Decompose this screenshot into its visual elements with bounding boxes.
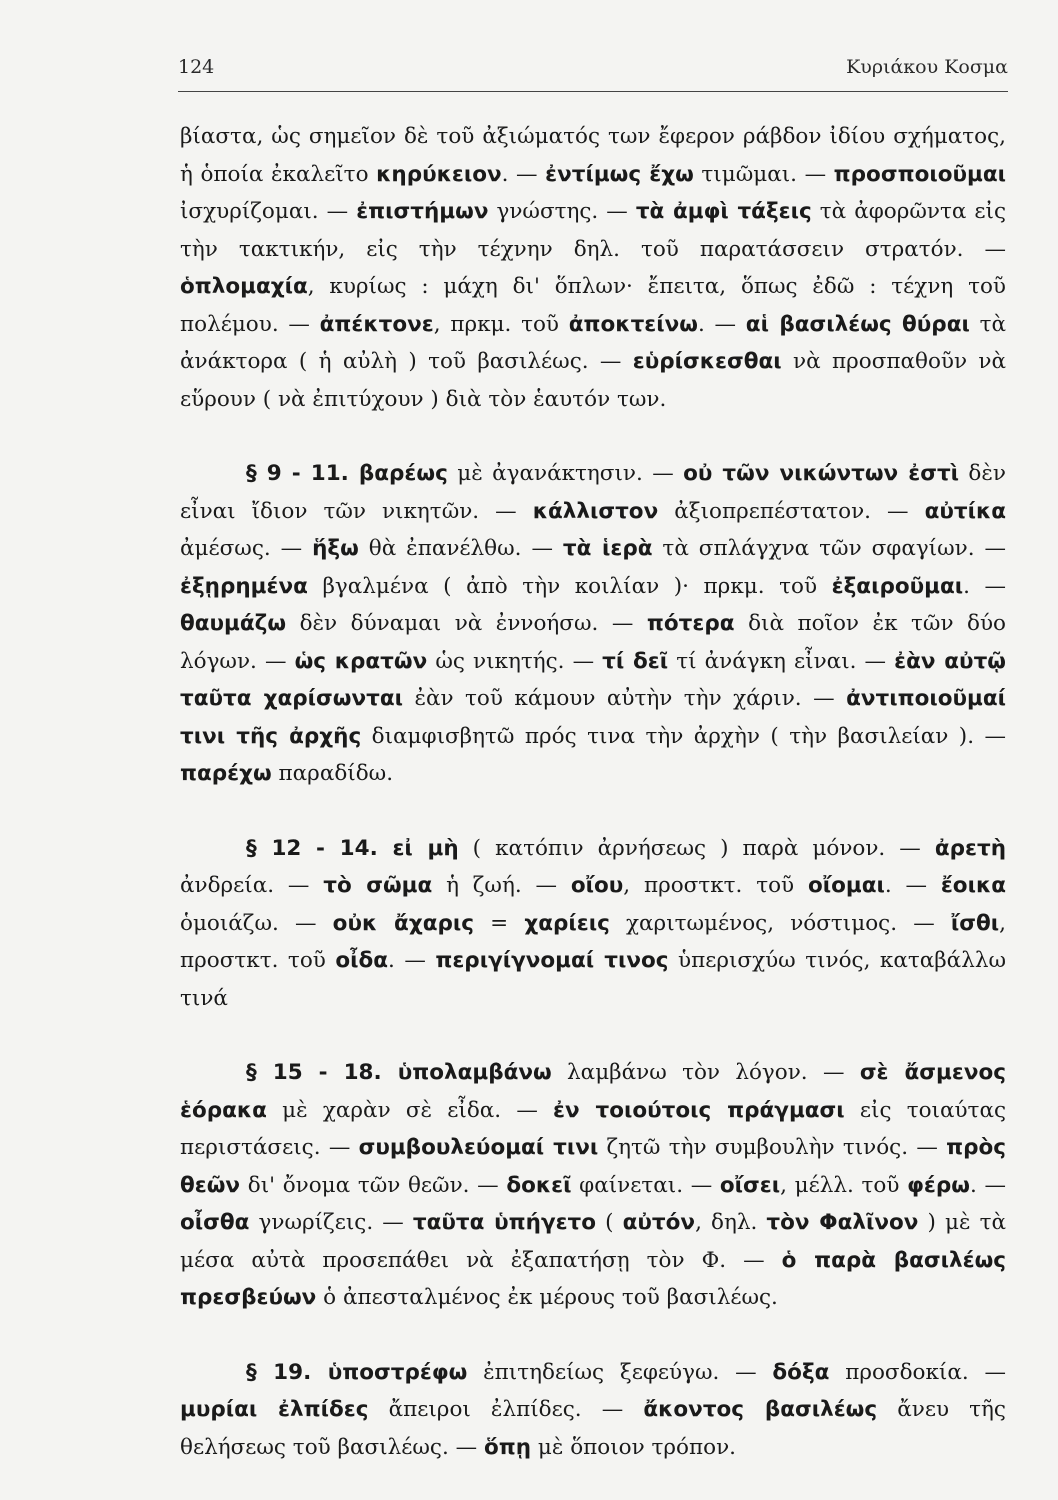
gloss-text: ὁμοιάζω. —: [180, 910, 333, 936]
lemma: ἀπέκτονε: [319, 311, 434, 337]
gloss-text: φαίνεται. —: [571, 1172, 720, 1198]
lemma: ἔοικα: [940, 873, 1006, 898]
gloss-text: χαριτωμένος, νόστιμος. —: [609, 910, 951, 936]
gloss-text: βγαλμένα ( ἀπὸ τὴν κοιλίαν )· πρκμ. τοῦ: [307, 573, 832, 599]
gloss-text: . —: [388, 948, 436, 973]
lemma: ἐπιστήμων: [356, 199, 489, 224]
gloss-text: γνώστης. —: [488, 199, 636, 224]
gloss-text: παραδίδω.: [271, 761, 394, 786]
paragraph-section-19: [180, 1354, 1006, 1467]
page-number: 124: [178, 56, 215, 78]
gloss-text: εἰς τοιαύτας περιστάσεις. —: [180, 1097, 1006, 1160]
paragraph-section-9-11: [180, 455, 1006, 793]
gloss-text: ) μὲ τὰ μέσα αὐτὰ προσεπάθει νὰ ἐξαπατήσῃ τὸν Φ. —: [180, 1210, 1006, 1273]
gloss-text: , δηλ.: [695, 1210, 767, 1235]
gloss-text: τιμῶμαι. —: [693, 161, 834, 187]
lemma: πότερα: [646, 611, 735, 636]
lemma: παρέχω: [180, 761, 272, 786]
lemma: οὐκ ἄχαρις: [332, 910, 474, 936]
lemma: συμβουλεύομαί τινι: [358, 1135, 599, 1160]
lemma: περιγίγνομαί τινος: [435, 948, 669, 973]
gloss-text: , πρκμ. τοῦ: [433, 311, 569, 337]
lemma: οἴου: [570, 873, 624, 898]
section-number: § 15 - 18.: [246, 1060, 398, 1085]
gloss-text: θὰ ἐπανέλθω. —: [358, 536, 563, 561]
gloss-text: ἡ ζωή. —: [432, 873, 571, 898]
gloss-text: βίαστα, ὡς σημεῖον δὲ τοῦ ἀξιώματός των ἔφερον ράβδον ἰδίου σχήματος, ἡ ὁποία ἐκαλεῖτο: [180, 124, 1006, 187]
running-head: [178, 56, 1008, 86]
header-rule: [178, 91, 1008, 92]
lemma: ὅπῃ: [483, 1434, 532, 1460]
lemma: ἀντιποιοῦμαί τινι τῆς ἀρχῆς: [180, 686, 1006, 749]
lemma: μυρίαι ἐλπίδες: [180, 1397, 369, 1422]
paragraph-section-12-14: [180, 830, 1006, 1018]
gloss-text: =: [473, 910, 525, 936]
gloss-text: ἐὰν τοῦ κάμουν αὐτὴν τὴν χάριν. —: [402, 686, 847, 711]
lemma: ἥξω: [312, 536, 359, 561]
lemma: εἰ μὴ: [392, 835, 459, 861]
gloss-text: λαμβάνω τὸν λόγον. —: [551, 1060, 860, 1085]
lemma: ἄκοντος βασιλέως: [643, 1397, 878, 1422]
gloss-text: ἰσχυρίζομαι. —: [180, 199, 357, 224]
gloss-text: . —: [963, 573, 1007, 599]
gloss-text: ὑπερισχύω τινός, καταβάλλω τινά: [180, 948, 1006, 1011]
lemma: τί δεῖ: [602, 648, 669, 674]
lemma: ἐὰν αὐτῷ ταῦτα χαρίσωνται: [180, 648, 1006, 711]
gloss-text: διαμφισβητῶ πρός τινα τὴν ἀρχὴν ( τὴν βασιλείαν ). —: [361, 723, 1006, 749]
gloss-text: ἄπειροι ἐλπίδες. —: [368, 1397, 644, 1422]
gloss-text: δι' ὄνομα τῶν θεῶν. —: [240, 1172, 507, 1198]
lemma: πρὸς θεῶν: [180, 1135, 1007, 1198]
section-number: § 9 - 11.: [246, 461, 359, 486]
gloss-text: μὲ ὅποιον τρόπον.: [531, 1434, 736, 1460]
lemma: ἀποκτείνω: [568, 311, 698, 337]
section-number: § 19.: [246, 1359, 328, 1385]
gloss-text: . —: [501, 161, 546, 187]
gloss-text: τὰ σπλάγχνα τῶν σφαγίων. —: [652, 536, 1006, 561]
gloss-text: (: [596, 1210, 623, 1235]
gloss-text: ( κατόπιν ἀρνήσεως ) παρὰ μόνον. —: [458, 835, 935, 861]
gloss-text: , προστκτ. τοῦ: [623, 873, 808, 898]
gloss-text: ἐπιτηδείως ξεφεύγω. —: [467, 1359, 773, 1385]
gloss-text: γνωρίζεις. —: [249, 1210, 413, 1235]
running-title: Κυριάκου Κοσμα: [846, 56, 1008, 78]
lemma: δοκεῖ: [506, 1172, 572, 1198]
gloss-text: τί ἀνάγκη εἶναι. —: [668, 648, 895, 674]
lemma: φέρω: [907, 1172, 970, 1198]
lemma: κάλλιστον: [532, 498, 659, 524]
commentary-text: [180, 118, 1006, 1466]
lemma: ὁ παρὰ βασιλέως πρεσβεύων: [180, 1247, 1006, 1310]
gloss-text: , προστκτ. τοῦ: [180, 910, 1006, 973]
lemma: οἶδα: [335, 948, 389, 973]
lemma: ἐξαιροῦμαι: [831, 573, 964, 599]
gloss-text: διὰ ποῖον ἐκ τῶν δύο λόγων. —: [180, 611, 1007, 674]
lemma: ὁπλομαχία: [180, 274, 308, 299]
gloss-text: ἄνευ τῆς θελήσεως τοῦ βασιλέως. —: [180, 1397, 1006, 1460]
gloss-text: , μέλλ. τοῦ: [780, 1172, 908, 1198]
gloss-text: τὰ ἀφορῶντα εἰς τὴν τακτικήν, εἰς τὴν τέχνην δηλ. τοῦ παρατάσσειν στρατόν. —: [180, 199, 1007, 262]
lemma: ταῦτα ὑπήγετο: [412, 1210, 597, 1235]
lemma: προσποιοῦμαι: [833, 161, 1006, 187]
lemma: αὐτόν: [622, 1210, 696, 1235]
gloss-text: νὰ προσπαθοῦν νὰ εὕρουν ( νὰ ἐπιτύχουν ) διὰ τὸν ἑαυτόν των.: [180, 349, 1006, 412]
gloss-text: ἀξιοπρεπέστατον. —: [658, 498, 925, 524]
paragraph-section-15-18: [180, 1054, 1006, 1317]
lemma: οἴομαι: [807, 873, 885, 898]
gloss-text: δὲν εἶναι ἴδιον τῶν νικητῶν. —: [180, 461, 1006, 524]
lemma: ὑπολαμβάνω: [397, 1060, 552, 1085]
gloss-text: δὲν δύναμαι νὰ ἐννοήσω. —: [286, 611, 647, 636]
gloss-text: ἀμέσως. —: [180, 536, 313, 561]
lemma: ἐν τοιούτοις πράγμασι: [553, 1097, 845, 1123]
gloss-text: προσδοκία. —: [829, 1359, 1006, 1385]
section-number: § 12 - 14.: [246, 835, 393, 861]
lemma: ἀρετὴ: [934, 835, 1006, 861]
lemma: οἶσθα: [180, 1210, 250, 1235]
gloss-text: . —: [969, 1172, 1006, 1198]
lemma: εὑρίσκεσθαι: [632, 349, 782, 374]
lemma: οἴσει: [719, 1172, 781, 1198]
gloss-text: τὰ ἀνάκτορα ( ἡ αὐλὴ ) τοῦ βασιλέως. —: [180, 311, 1006, 374]
gloss-text: ἀνδρεία. —: [180, 873, 324, 898]
gloss-text: μὲ χαρὰν σὲ εἶδα. —: [266, 1097, 554, 1123]
lemma: δόξα: [772, 1359, 830, 1385]
lemma: ἐντίμως ἔχω: [545, 161, 694, 187]
lemma: τὸν Φαλῖνον: [766, 1210, 919, 1235]
lemma: τὰ ἱερὰ: [562, 536, 653, 561]
lemma: τὰ ἀμφὶ τάξεις: [635, 199, 812, 224]
gloss-text: . —: [697, 311, 746, 337]
paragraph-intro: [180, 118, 1006, 418]
gloss-text: ὁ ἀπεσταλμένος ἐκ μέρους τοῦ βασιλέως.: [316, 1285, 778, 1310]
gloss-text: . —: [884, 873, 941, 898]
lemma: τὸ σῶμα: [323, 873, 433, 898]
lemma: κηρύκειον: [376, 161, 502, 187]
lemma: ὡς κρατῶν: [294, 648, 428, 674]
lemma: βαρέως: [358, 461, 448, 486]
lemma: αἱ βασιλέως θύραι: [745, 311, 970, 337]
gloss-text: ὡς νικητής. —: [427, 648, 603, 674]
lemma: χαρίεις: [524, 910, 610, 936]
lemma: σὲ ἄσμενος ἑόρακα: [180, 1060, 1006, 1123]
gloss-text: μὲ ἀγανάκτησιν. —: [447, 461, 684, 486]
lemma: ὑποστρέφω: [327, 1359, 468, 1385]
lemma: θαυμάζω: [180, 611, 287, 636]
lemma: αὐτίκα: [924, 498, 1006, 524]
lemma: ἴσθι: [950, 910, 1000, 936]
lemma: οὐ τῶν νικώντων ἐστὶ: [683, 461, 960, 486]
lemma: ἐξῃρημένα: [180, 573, 308, 599]
gloss-text: ζητῶ τὴν συμβουλὴν τινός. —: [598, 1135, 947, 1160]
gloss-text: , κυρίως : μάχη δι' ὅπλων· ἔπειτα, ὅπως ἐδῶ : τέχνη τοῦ πολέμου. —: [180, 274, 1006, 337]
